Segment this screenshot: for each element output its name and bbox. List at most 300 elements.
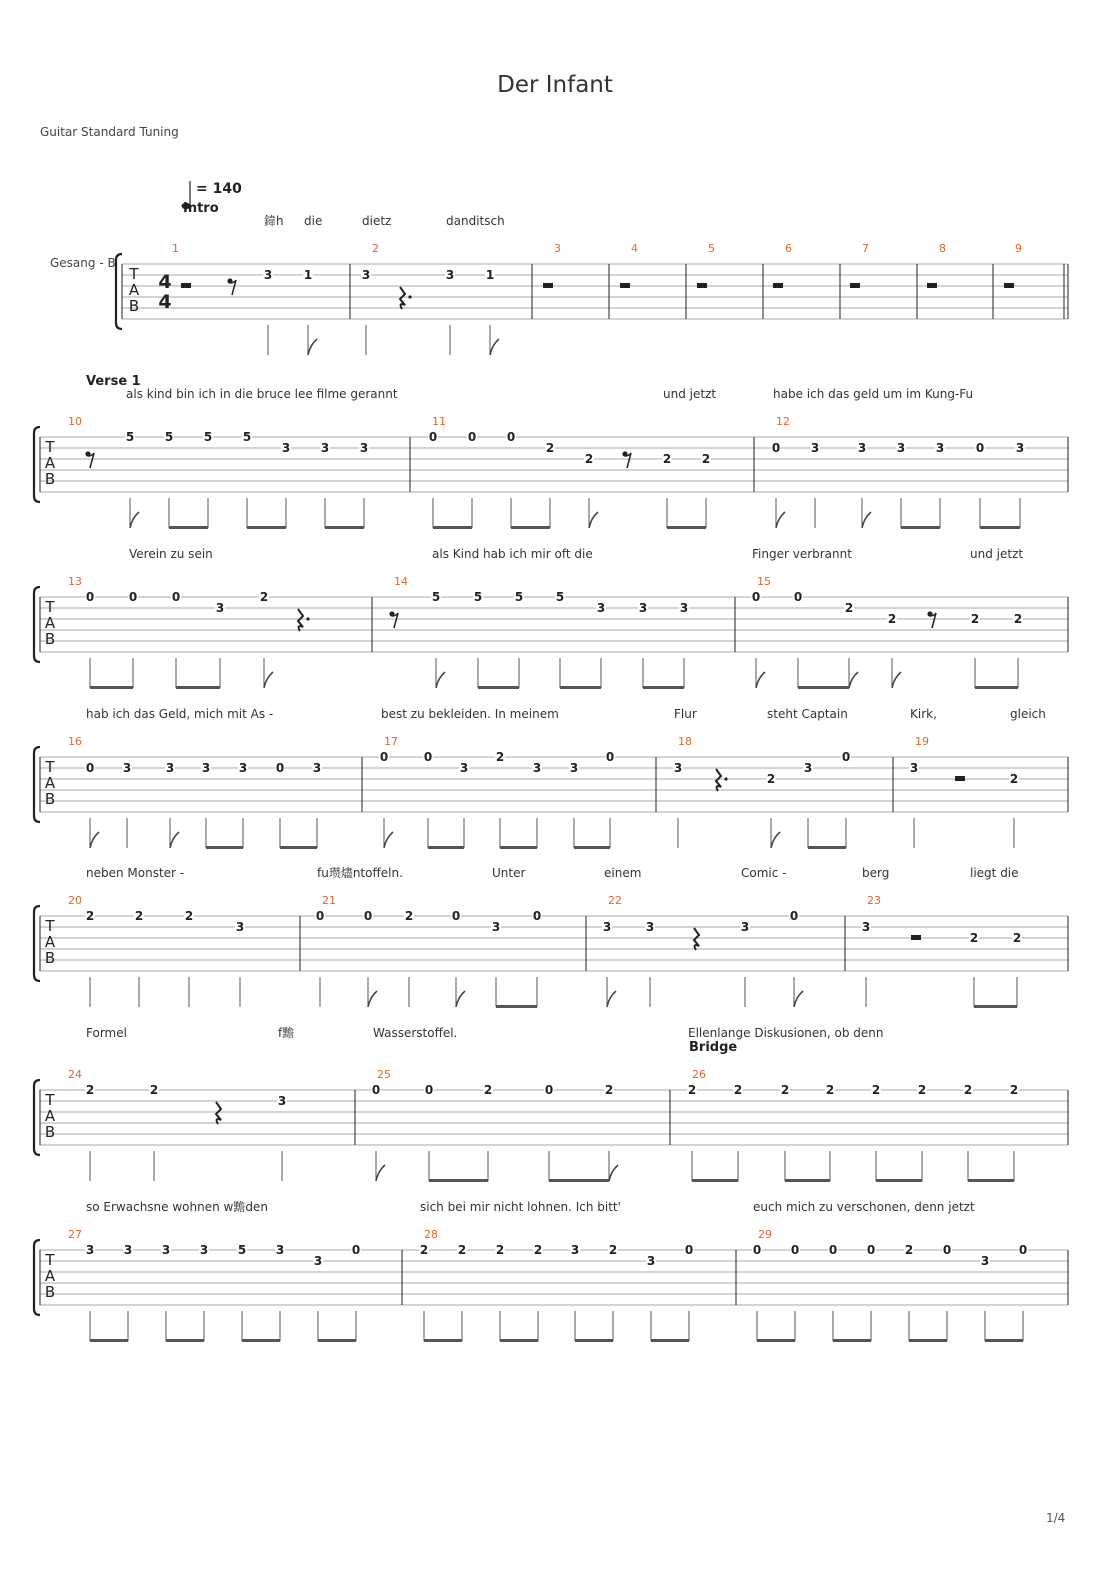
lyric-text: f黵 (278, 1026, 295, 1040)
quarter-rest (694, 928, 699, 950)
bar-number: 6 (785, 242, 792, 255)
fret-number: 0 (379, 750, 389, 764)
fret-number: 3 (1015, 441, 1025, 455)
note-beam (318, 1339, 356, 1342)
note-beam (176, 686, 220, 689)
fret-number: 3 (235, 920, 245, 934)
note-beam (985, 1339, 1023, 1342)
bar-number: 3 (554, 242, 561, 255)
eighth-flag (794, 991, 803, 1007)
tab-clef-letter: B (128, 297, 140, 315)
fret-number: 3 (810, 441, 820, 455)
system-bracket (34, 1080, 40, 1155)
fret-number: 0 (828, 1243, 838, 1257)
note-beam (280, 846, 317, 849)
fret-number: 2 (904, 1243, 914, 1257)
note-beam (325, 526, 364, 529)
fret-number: 3 (491, 920, 501, 934)
whole-rest (697, 283, 707, 288)
fret-number: 2 (584, 452, 594, 466)
fret-number: 3 (740, 920, 750, 934)
bar-number: 20 (68, 894, 82, 907)
fret-number: 3 (935, 441, 945, 455)
fret-number: 3 (459, 761, 469, 775)
lyric-text: Kirk, (910, 707, 937, 721)
fret-number: 0 (351, 1243, 361, 1257)
eighth-flag (589, 512, 598, 528)
fret-number: 5 (242, 430, 252, 444)
bar-number: 5 (708, 242, 715, 255)
eighth-flag (456, 991, 465, 1007)
eighth-flag (776, 512, 785, 528)
note-beam (478, 686, 519, 689)
tab-system (34, 587, 1068, 689)
bar-number: 19 (915, 735, 929, 748)
eighth-rest-stroke (230, 280, 236, 295)
fret-number: 3 (645, 920, 655, 934)
fret-number: 0 (793, 590, 803, 604)
system-bracket (34, 427, 40, 502)
fret-number: 0 (752, 1243, 762, 1257)
bar-number: 4 (631, 242, 638, 255)
eighth-flag (308, 339, 317, 355)
eighth-flag (384, 832, 393, 848)
fret-number: 3 (679, 601, 689, 615)
bar-number: 9 (1015, 242, 1022, 255)
fret-number: 2 (1013, 612, 1023, 626)
half-rest (955, 776, 965, 781)
whole-rest (181, 283, 191, 288)
fret-number: 0 (363, 909, 373, 923)
whole-rest (543, 283, 553, 288)
eighth-flag (849, 672, 858, 688)
fret-number: 1 (485, 268, 495, 282)
quarter-rest-stroke (298, 609, 303, 631)
note-beam (429, 1179, 488, 1182)
tab-clef-letter: T (45, 598, 55, 616)
bar-number: 11 (432, 415, 446, 428)
bar-number: 16 (68, 735, 82, 748)
tab-clef-letter: A (44, 454, 56, 472)
song-title: Der Infant (497, 72, 613, 98)
fret-number: 1 (303, 268, 313, 282)
tab-clef-letter: T (45, 917, 55, 935)
note-beam (980, 526, 1020, 529)
quarter-rest (216, 1102, 221, 1124)
fret-number: 2 (85, 909, 95, 923)
fret-number: 3 (646, 1254, 656, 1268)
fret-number: 2 (1009, 1083, 1019, 1097)
fret-number: 0 (605, 750, 615, 764)
tab-clef-letter: B (44, 1283, 56, 1301)
rest-dot (306, 617, 309, 620)
system-bracket (34, 747, 40, 822)
eighth-rest (622, 451, 631, 468)
note-beam (169, 526, 208, 529)
note-beam (496, 1005, 537, 1008)
fret-number: 5 (555, 590, 565, 604)
fret-number: 0 (451, 909, 461, 923)
fret-number: 0 (532, 909, 542, 923)
tab-clef-letter: A (44, 614, 56, 632)
fret-number: 3 (320, 441, 330, 455)
lyric-text: Flur (674, 707, 697, 721)
tab-clef-letter: B (44, 470, 56, 488)
bar-number: 17 (384, 735, 398, 748)
eighth-rest (927, 611, 936, 628)
eighth-flag (862, 512, 871, 528)
note-beam (247, 526, 286, 529)
fret-number: 2 (419, 1243, 429, 1257)
note-beam (575, 1339, 613, 1342)
fret-number: 3 (803, 761, 813, 775)
rest-dot (408, 295, 411, 298)
bar-number: 22 (608, 894, 622, 907)
lyric-text: liegt die (970, 866, 1019, 880)
whole-rest (850, 283, 860, 288)
fret-number: 2 (134, 909, 144, 923)
note-beam (667, 526, 706, 529)
fret-number: 2 (604, 1083, 614, 1097)
note-beam (901, 526, 940, 529)
fret-number: 2 (545, 441, 555, 455)
fret-number: 0 (467, 430, 477, 444)
fret-number: 2 (963, 1083, 973, 1097)
fret-number: 3 (602, 920, 612, 934)
note-beam (574, 846, 610, 849)
fret-number: 2 (733, 1083, 743, 1097)
fret-number: 2 (766, 772, 776, 786)
bar-number: 24 (68, 1068, 82, 1081)
lyric-text: hab ich das Geld, mich mit As - (86, 707, 274, 721)
section-intro: Intro (183, 201, 219, 216)
note-beam (975, 686, 1018, 689)
bar-number: 27 (68, 1228, 82, 1241)
tab-system (116, 254, 1068, 355)
eighth-flag (892, 672, 901, 688)
note-beam (876, 1179, 922, 1182)
fret-number: 0 (428, 430, 438, 444)
system-bracket (116, 254, 122, 329)
lyric-text: so Erwachsne wohnen w黵den (86, 1200, 268, 1214)
fret-number: 3 (445, 268, 455, 282)
tab-clef-letter: T (45, 1091, 55, 1109)
note-beam (242, 1339, 280, 1342)
bar-number: 23 (867, 894, 881, 907)
fret-number: 3 (909, 761, 919, 775)
tab-clef-letter: B (44, 1123, 56, 1141)
eighth-flag (130, 512, 139, 528)
lyric-text: sich bei mir nicht lohnen. Ich bitt' (420, 1200, 621, 1214)
fret-number: 0 (85, 761, 95, 775)
bar-number: 26 (692, 1068, 706, 1081)
fret-number: 3 (277, 1094, 287, 1108)
eighth-flag (490, 339, 499, 355)
fret-number: 0 (866, 1243, 876, 1257)
eighth-flag (376, 1165, 385, 1181)
lyric-text: einem (604, 866, 642, 880)
lyric-text: und jetzt (970, 547, 1024, 561)
tab-clef-letter: T (129, 265, 139, 283)
note-beam (90, 1339, 128, 1342)
fret-number: 3 (165, 761, 175, 775)
note-beam (206, 846, 243, 849)
eighth-flag (771, 832, 780, 848)
page-number: 1/4 (1046, 1511, 1066, 1525)
lyric-text: dietz (362, 214, 392, 228)
fret-number: 3 (861, 920, 871, 934)
fret-number: 2 (970, 612, 980, 626)
fret-number: 0 (790, 1243, 800, 1257)
lyric-text: steht Captain (767, 707, 848, 721)
fret-number: 3 (201, 761, 211, 775)
fret-number: 3 (215, 601, 225, 615)
lyric-text: die (304, 214, 323, 228)
bar-number: 15 (757, 575, 771, 588)
whole-rest (927, 283, 937, 288)
note-beam (166, 1339, 204, 1342)
fret-number: 3 (238, 761, 248, 775)
lyric-text: neben Monster - (86, 866, 185, 880)
fret-number: 3 (123, 1243, 133, 1257)
fret-number: 0 (771, 441, 781, 455)
eighth-flag (607, 991, 616, 1007)
note-beam (428, 846, 464, 849)
bar-number: 25 (377, 1068, 391, 1081)
bar-number: 7 (862, 242, 869, 255)
fret-number: 3 (85, 1243, 95, 1257)
note-beam (968, 1179, 1014, 1182)
note-beam (833, 1339, 871, 1342)
tab-clef-letter: A (44, 933, 56, 951)
bar-number: 14 (394, 575, 408, 588)
note-beam (651, 1339, 689, 1342)
tab-clef-letter: T (45, 438, 55, 456)
tab-clef-letter: B (44, 949, 56, 967)
eighth-flag (90, 832, 99, 848)
whole-rest (1004, 283, 1014, 288)
fret-number: 2 (149, 1083, 159, 1097)
time-signature-bottom: 4 (158, 291, 172, 313)
half-rest (911, 935, 921, 940)
lyric-text: und jetzt (663, 387, 717, 401)
note-beam (909, 1339, 947, 1342)
fret-number: 5 (203, 430, 213, 444)
fret-number: 0 (315, 909, 325, 923)
fret-number: 2 (871, 1083, 881, 1097)
note-beam (500, 1339, 538, 1342)
fret-number: 3 (122, 761, 132, 775)
fret-number: 2 (85, 1083, 95, 1097)
bar-number: 8 (939, 242, 946, 255)
fret-number: 2 (844, 601, 854, 615)
fret-number: 3 (275, 1243, 285, 1257)
note-beam (90, 686, 133, 689)
eighth-rest-stroke (392, 613, 398, 628)
eighth-rest (389, 611, 398, 628)
lyric-text: Comic - (741, 866, 787, 880)
fret-number: 2 (687, 1083, 697, 1097)
tuning-label: Guitar Standard Tuning (40, 125, 179, 139)
bar-number: 2 (372, 242, 379, 255)
fret-number: 5 (431, 590, 441, 604)
quarter-rest-stroke (400, 287, 405, 309)
eighth-rest (227, 278, 236, 295)
fret-number: 2 (1009, 772, 1019, 786)
fret-number: 0 (171, 590, 181, 604)
lyric-text: Unter (492, 866, 526, 880)
lyric-text: euch mich zu verschonen, denn jetzt (753, 1200, 975, 1214)
fret-number: 0 (275, 761, 285, 775)
fret-number: 0 (424, 1083, 434, 1097)
fret-number: 0 (506, 430, 516, 444)
fret-number: 3 (312, 761, 322, 775)
fret-number: 0 (975, 441, 985, 455)
eighth-rest-stroke (625, 453, 631, 468)
bar-number: 21 (322, 894, 336, 907)
fret-number: 0 (544, 1083, 554, 1097)
bar-number: 10 (68, 415, 82, 428)
fret-number: 3 (281, 441, 291, 455)
tab-clef-letter: T (45, 1251, 55, 1269)
lyric-text: habe ich das geld um im Kung-Fu (773, 387, 974, 401)
fret-number: 2 (825, 1083, 835, 1097)
bar-number: 28 (424, 1228, 438, 1241)
tab-clef-letter: A (128, 281, 140, 299)
fret-number: 3 (199, 1243, 209, 1257)
fret-number: 3 (313, 1254, 323, 1268)
fret-number: 0 (371, 1083, 381, 1097)
fret-number: 2 (483, 1083, 493, 1097)
fret-number: 3 (569, 761, 579, 775)
quarter-rest-stroke (694, 928, 699, 950)
lyric-text: Formel (86, 1026, 127, 1040)
fret-number: 2 (608, 1243, 618, 1257)
section-bridge: Bridge (689, 1040, 738, 1055)
lyric-text: Verein zu sein (129, 547, 213, 561)
lyric-text: als kind bin ich in die bruce lee filme gerannt (126, 387, 398, 401)
note-beam (424, 1339, 462, 1342)
fret-number: 3 (673, 761, 683, 775)
eighth-rest-stroke (930, 613, 936, 628)
fret-number: 2 (495, 750, 505, 764)
lyric-text: als Kind hab ich mir oft die (432, 547, 593, 561)
fret-number: 3 (263, 268, 273, 282)
fret-number: 3 (596, 601, 606, 615)
fret-number: 3 (638, 601, 648, 615)
lyric-text: Wasserstoffel. (373, 1026, 458, 1040)
fret-number: 0 (128, 590, 138, 604)
quarter-rest-stroke (216, 1102, 221, 1124)
lyric-text: danditsch (446, 214, 505, 228)
fret-number: 3 (896, 441, 906, 455)
fret-number: 2 (184, 909, 194, 923)
fret-number: 2 (495, 1243, 505, 1257)
fret-number: 3 (359, 441, 369, 455)
fret-number: 5 (237, 1243, 247, 1257)
lyric-text: berg (862, 866, 890, 880)
lyric-text: best zu bekleiden. In meinem (381, 707, 559, 721)
fret-number: 5 (514, 590, 524, 604)
fret-number: 0 (841, 750, 851, 764)
fret-number: 3 (532, 761, 542, 775)
note-beam (785, 1179, 830, 1182)
tab-clef-letter: B (44, 790, 56, 808)
eighth-flag (170, 832, 179, 848)
note-beam (643, 686, 684, 689)
note-beam (549, 1179, 609, 1182)
bar-number: 1 (172, 242, 179, 255)
fret-number: 2 (1012, 931, 1022, 945)
fret-number: 2 (917, 1083, 927, 1097)
fret-number: 2 (969, 931, 979, 945)
whole-rest (620, 283, 630, 288)
instrument-label: Gesang - B (50, 256, 116, 270)
eighth-flag (368, 991, 377, 1007)
fret-number: 2 (457, 1243, 467, 1257)
fret-number: 3 (161, 1243, 171, 1257)
note-beam (757, 1339, 795, 1342)
fret-number: 0 (1018, 1243, 1028, 1257)
fret-number: 2 (662, 452, 672, 466)
tempo-value: = 140 (196, 181, 242, 197)
note-beam (808, 846, 846, 849)
lyric-text: Ellenlange Diskusionen, ob denn (688, 1026, 884, 1040)
fret-number: 3 (570, 1243, 580, 1257)
bar-number: 18 (678, 735, 692, 748)
lyric-text: gleich (1010, 707, 1046, 721)
quarter-rest-stroke (716, 769, 721, 791)
fret-number: 2 (404, 909, 414, 923)
fret-number: 5 (164, 430, 174, 444)
fret-number: 0 (789, 909, 799, 923)
fret-number: 3 (361, 268, 371, 282)
note-beam (974, 1005, 1017, 1008)
fret-number: 2 (533, 1243, 543, 1257)
rest-dot (724, 777, 727, 780)
eighth-rest (85, 451, 94, 468)
eighth-flag (436, 672, 445, 688)
dotted-quarter-rest (298, 609, 310, 631)
whole-rest (773, 283, 783, 288)
lyric-text: Finger verbrannt (752, 547, 852, 561)
time-signature-top: 4 (158, 271, 172, 293)
fret-number: 0 (684, 1243, 694, 1257)
note-beam (798, 686, 849, 689)
note-beam (692, 1179, 738, 1182)
tab-clef-letter: T (45, 758, 55, 776)
system-bracket (34, 1240, 40, 1315)
eighth-flag (264, 672, 273, 688)
lyric-text: fu瓒燼ntoffeln. (317, 866, 403, 880)
fret-number: 5 (125, 430, 135, 444)
fret-number: 5 (473, 590, 483, 604)
dotted-quarter-rest (716, 769, 728, 791)
bar-number: 12 (776, 415, 790, 428)
bar-number: 13 (68, 575, 82, 588)
system-bracket (34, 906, 40, 981)
eighth-flag (756, 672, 765, 688)
fret-number: 2 (887, 612, 897, 626)
eighth-flag (609, 1165, 618, 1181)
fret-number: 3 (980, 1254, 990, 1268)
fret-number: 0 (751, 590, 761, 604)
eighth-rest-stroke (88, 453, 94, 468)
lyric-text: 鍏h (264, 214, 284, 228)
fret-number: 2 (780, 1083, 790, 1097)
note-beam (500, 846, 537, 849)
section-verse-1: Verse 1 (86, 374, 141, 389)
